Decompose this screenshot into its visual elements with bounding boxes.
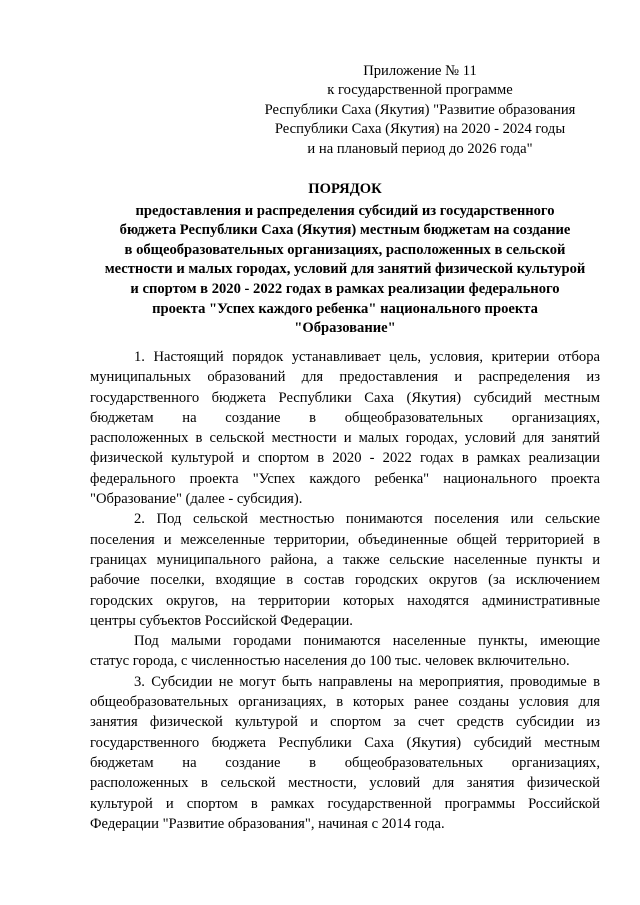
appendix-line: Республики Саха (Якутия) на 2020 - 2024 годы bbox=[274, 121, 566, 138]
paragraph-line: федерального проекта "Успех каждого ребенка" национального проекта bbox=[90, 470, 600, 487]
appendix-header bbox=[230, 62, 610, 159]
paragraph-2-small-towns bbox=[90, 631, 600, 672]
paragraph-1 bbox=[90, 347, 600, 509]
title-line: проекта "Успех каждого ребенка" национального проекта bbox=[152, 300, 538, 317]
paragraph-line: государственного бюджета Республики Саха (Якутия) субсидий местным bbox=[90, 389, 600, 406]
appendix-line: к государственной программе bbox=[327, 82, 513, 99]
title-line: в общеобразовательных организациях, расположенных в сельской bbox=[124, 241, 566, 258]
paragraph-line: 3. Субсидии не могут быть направлены на мероприятия, проводимые в bbox=[134, 673, 600, 690]
title-line: бюджета Республики Саха (Якутия) местным бюджетам на создание bbox=[119, 222, 571, 239]
paragraph-2 bbox=[90, 509, 600, 631]
paragraph-line: Под малыми городами понимаются населенные пункты, имеющие bbox=[134, 633, 600, 650]
paragraph-line: занятия физической культурой и спортом за счет средств субсидии из bbox=[90, 714, 600, 731]
title-line: и спортом в 2020 - 2022 годах в рамках реализации федерального bbox=[130, 280, 560, 297]
paragraph-line: 1. Настоящий порядок устанавливает цель, условия, критерии отбора bbox=[134, 349, 600, 365]
paragraph-line: статус города, с численностью населения до 100 тыс. человек включительно. bbox=[90, 653, 570, 670]
paragraph-line: бюджетам на создание в общеобразовательных организациях, bbox=[90, 409, 600, 426]
paragraph-line: поселения и межселенные территории, объединенные общей территорией в bbox=[90, 531, 600, 548]
paragraph-line: государственного бюджета Республики Саха (Якутия) субсидий местным bbox=[90, 734, 600, 751]
paragraph-line: центры субъектов Российской Федерации. bbox=[90, 612, 353, 629]
paragraph-line: границах муниципального района, а также сельские населенные пункты и bbox=[90, 551, 600, 568]
paragraph-line: муниципальных образований для предоставления и распределения из bbox=[90, 369, 600, 386]
paragraph-line: Федерации "Развитие образования", начиная с 2014 года. bbox=[90, 815, 445, 832]
appendix-line: Приложение № 11 bbox=[363, 63, 477, 79]
paragraph-line: расположенных в сельской местности, условий для занятия физической bbox=[90, 775, 600, 792]
title-line: местности и малых городах, условий для занятий физической культурой bbox=[104, 261, 586, 278]
paragraph-line: бюджетам на создание в общеобразовательных организациях, bbox=[90, 754, 600, 771]
title-line: предоставления и распределения субсидий из государственного bbox=[135, 202, 555, 219]
paragraph-line: физической культурой и спортом в 2020 - 2022 годах в рамках реализации bbox=[90, 450, 600, 467]
paragraph-line: культурой и спортом в рамках государственной программы Российской bbox=[90, 795, 600, 812]
paragraph-3 bbox=[90, 672, 600, 834]
appendix-line: Республики Саха (Якутия) "Развитие образования bbox=[264, 101, 576, 118]
title-subtitle bbox=[90, 202, 600, 339]
paragraph-line: расположенных в сельской местности и малых городах, условий для занятий bbox=[90, 430, 600, 447]
paragraph-line: рабочие поселки, входящие в состав городских округов (за исключением bbox=[90, 572, 600, 589]
paragraph-line: "Образование" (далее - субсидия). bbox=[90, 491, 303, 508]
paragraph-line: 2. Под сельской местностью понимаются поселения или сельские bbox=[134, 511, 600, 528]
document-title bbox=[90, 180, 600, 339]
title-heading: ПОРЯДОК bbox=[308, 181, 382, 197]
document-body bbox=[90, 347, 600, 834]
paragraph-line: общеобразовательных организациях, в которых ранее созданы условия для bbox=[90, 694, 600, 711]
title-line: "Образование" bbox=[294, 320, 396, 337]
paragraph-line: городских округов, на территории которых находятся административные bbox=[90, 592, 600, 609]
appendix-line: и на плановый период до 2026 года" bbox=[307, 140, 533, 157]
